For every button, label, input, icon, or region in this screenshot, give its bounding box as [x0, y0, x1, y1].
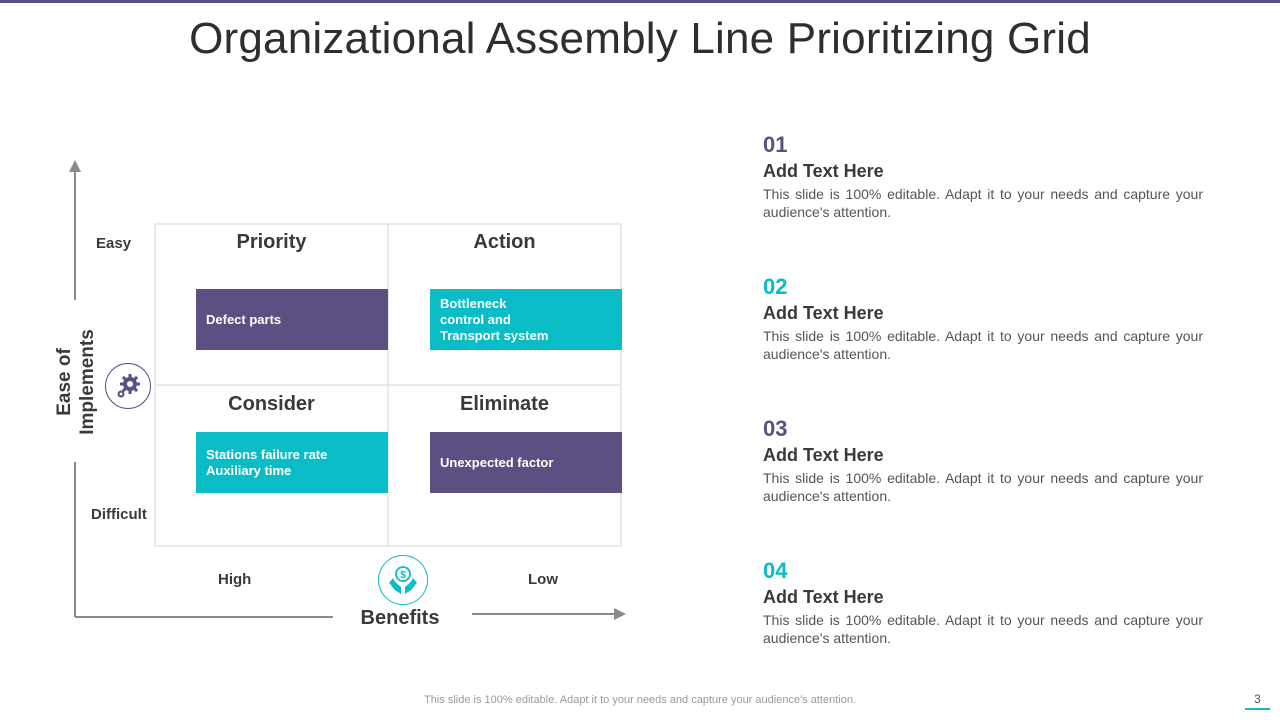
gears-icon: [105, 363, 151, 409]
list-item: [763, 132, 1203, 221]
item-text: This slide is 100% editable. Adapt it to your needs and capture your audience's attention.: [763, 328, 1203, 362]
y-axis-bottom-label: Difficult: [91, 506, 147, 523]
list-item: [763, 274, 1203, 363]
y-axis-arrowhead: [69, 160, 81, 172]
y-axis-top-label: Easy: [96, 235, 132, 252]
box-bottleneck-text: Bottleneck control and Transport system: [440, 295, 549, 343]
item-heading: Add Text Here: [763, 587, 884, 607]
list-item: [763, 558, 1203, 647]
cell-title-priority: Priority: [236, 231, 307, 253]
box-stations-failure: [196, 432, 388, 493]
box-unexpected-factor-text: Unexpected factor: [440, 454, 554, 470]
page-number: 3: [1254, 692, 1261, 706]
footer-note: This slide is 100% editable. Adapt it to your needs and capture your audience's attention.: [424, 694, 856, 706]
slide-title: Organizational Assembly Line Prioritizing Grid: [189, 14, 1091, 63]
item-heading: Add Text Here: [763, 303, 884, 323]
item-heading: Add Text Here: [763, 445, 884, 465]
cell-title-eliminate: Eliminate: [460, 393, 549, 415]
cell-title-consider: Consider: [228, 393, 315, 415]
item-number: 02: [763, 274, 788, 299]
svg-text:$: $: [400, 570, 406, 581]
item-text: This slide is 100% editable. Adapt it to your needs and capture your audience's attention.: [763, 612, 1203, 646]
box-unexpected-factor: [430, 432, 622, 493]
money-hands-icon: [378, 555, 428, 605]
box-defect-parts: [196, 289, 388, 350]
item-number: 01: [763, 132, 788, 157]
item-text: This slide is 100% editable. Adapt it to your needs and capture your audience's attention.: [763, 186, 1203, 220]
box-bottleneck: [430, 289, 622, 350]
item-number: 03: [763, 416, 788, 441]
box-defect-parts-text: Defect parts: [206, 311, 282, 327]
item-heading: Add Text Here: [763, 161, 884, 181]
item-number: 04: [763, 558, 788, 583]
x-axis-arrowhead: [614, 608, 626, 620]
x-axis-title: Benefits: [360, 607, 440, 629]
item-text: This slide is 100% editable. Adapt it to your needs and capture your audience's attention.: [763, 470, 1203, 504]
x-axis-left-label: High: [218, 571, 252, 588]
page-number-underline: [1245, 708, 1270, 710]
x-axis-right-label: Low: [528, 571, 558, 588]
cell-title-action: Action: [473, 231, 536, 253]
list-item: [763, 416, 1203, 505]
y-axis-title: Ease of Implements: [54, 329, 98, 435]
box-stations-failure-text: Stations failure rate Auxiliary time: [206, 446, 328, 478]
